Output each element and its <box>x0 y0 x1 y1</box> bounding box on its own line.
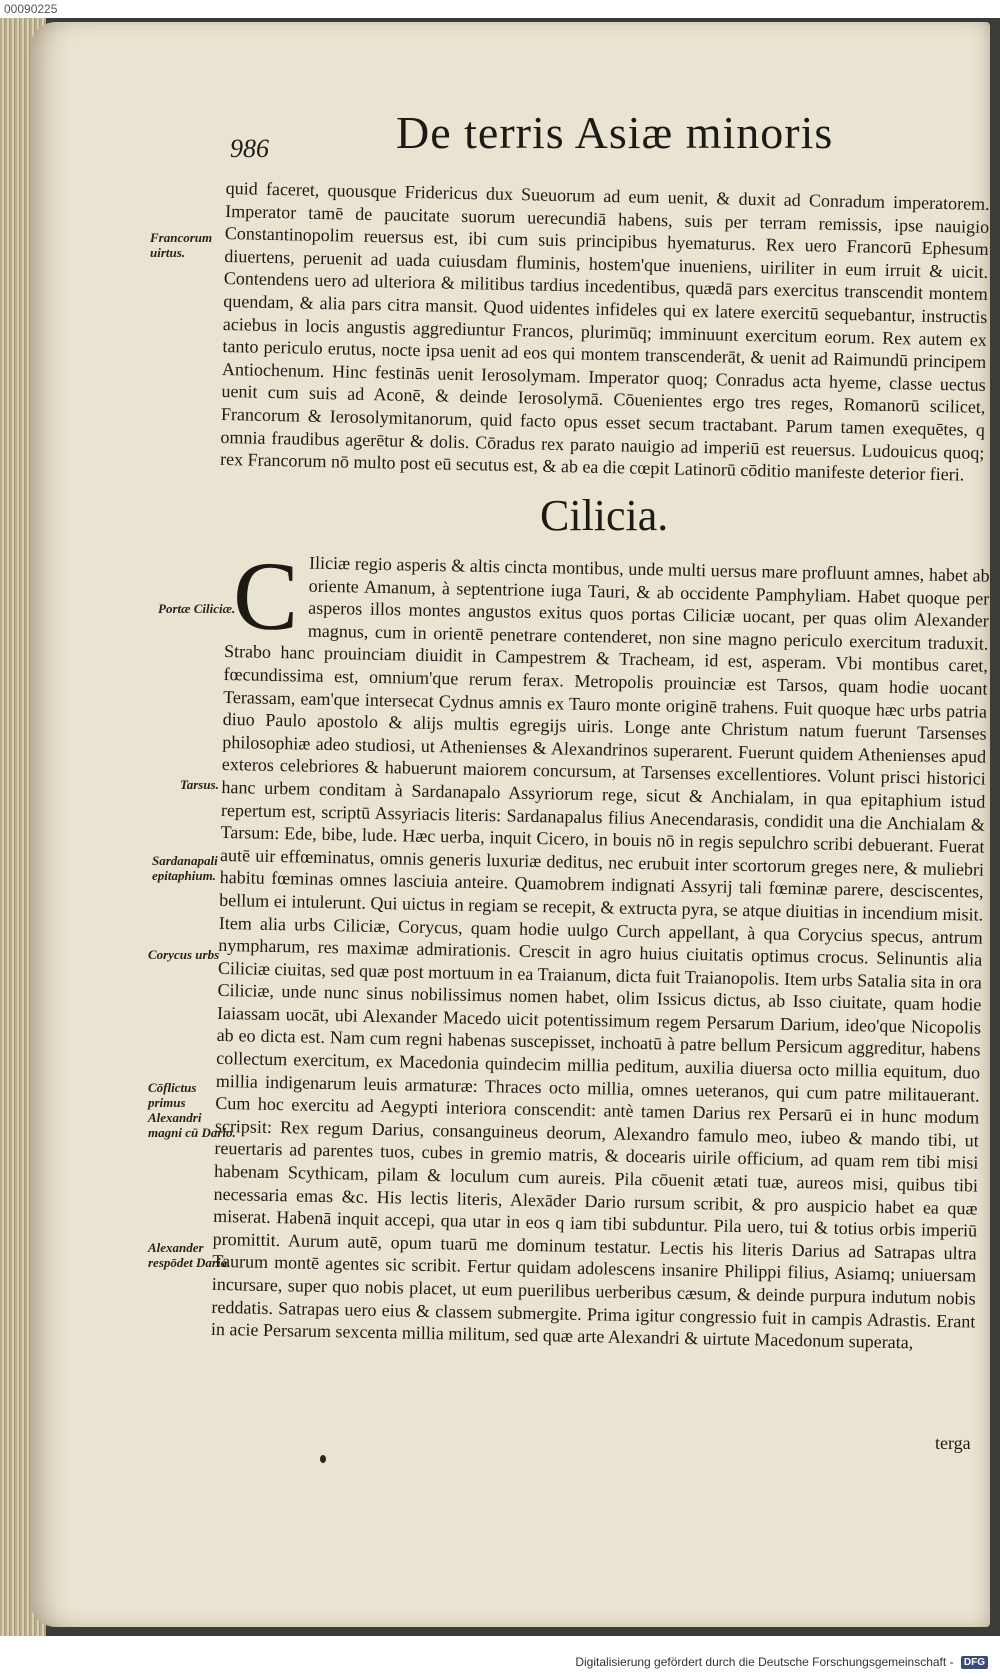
margin-note: Corycus urbs <box>148 947 220 962</box>
section-title: Cilicia. <box>540 491 669 540</box>
running-head: De terris Asiæ minoris <box>396 107 834 158</box>
margin-note: Tarsus. <box>180 777 219 792</box>
page-header <box>200 86 860 166</box>
catchword: terga <box>935 1433 971 1453</box>
margin-note: Sardanapali epitaphium. <box>152 853 218 883</box>
body-paragraph-1: quid faceret, quousque Fridericus dux Sueuorum ad eum uenit, & duxit ad Conradum imperatorem. Imperator tamē de paucitate suorum uerecundiā habens, suis per terram remissis, ipse nauigio Constantinopolim reuersus est, ibi cum suis principibus hyematurus. Rex uero Francorū Ephesum diuertens, peruenit ad uada cuiusdam fluminis, hostem'que inueniens, uiriliter in eum irruit & uicit. Contendens uero ad ulteriora & militibus tardius incedentibus, quædā pars exercitus transcendit montem quendam, & alia pars citra mansit. Quod uidentes infideles qui ex latere exercitū sequebantur, instructis aciebus in locis angustis aggrediuntur Francos, plurimūq; imminuunt exercitum eorum. Rex autem ex tanto periculo erutus, nocte ipsa uenit ad eos qui montem transcenderāt, & uenit ad Raimundū principem Antiochenum. Hinc festinās uenit Ierosolymam. Imperator quoq; Conradus acta hyeme, classe uectus uenit cum suis ad Aconē, & deinde Ierosolymā. Cōuenientes ergo tres reges, Romanorū scilicet, Francorum & Ierosolymitanorum, quid facto opus esset secum tractabant. Parum tamen exequētes, q omnia fraudibus agerētur & dolis. Cōradus rex parato nauigio ad imperiū est reuersus. Ludouicus quoq; rex Francorum nō multo post eū secutus est, & ab ea die cœpit Latinorū cōditio manifeste deterior fieri. <box>219 177 990 485</box>
body-paragraph-2 <box>210 542 990 1355</box>
margin-note: Cōflictus primus Alexandri magni cū Dario. <box>148 1080 236 1140</box>
page <box>30 22 990 1627</box>
footer-credit-text: Digitalisierung gefördert durch die Deutsche Forschungsgemeinschaft - <box>575 1655 954 1669</box>
dfg-logo-icon: DFG <box>961 1656 988 1669</box>
footer-credit <box>575 1655 988 1669</box>
margin-note: Portæ Ciliciæ. <box>158 601 236 616</box>
margin-note: Francorum uirtus. <box>150 230 213 260</box>
page-number: 986 <box>230 134 269 163</box>
paragraph-2-text: Iliciæ regio asperis & altis cincta montibus, unde multi uersus mare profluunt amnes, habet ab oriente Amanum, à septentrione iuga Tauri, & ab occidente Pamphyliam. Habet quoque per asperos illos montes angustos exitus quos portas Ciliciæ uocant, per quas olim Alexander magnus, cum in orientē penetrare contenderet, non sine magno periculo exercitum traduxit. Strabo hanc prouinciam diuidit in Campestrem & Tracheam, id est, asperam. Vbi montibus caret, fœcundissima est, omnium'que rerum ferax. Metropolis prouinciæ est Tarsos, quam hodie uocant Terassam, eam'que intersecat Cydnus amnis ex Tauro monte originē trahens. Fuit quoque hæc urbs patria diuo Paulo apostolo & alijs multis egregijs uiris. Longe ante Christum natum fuerunt Tarsenses philosophiæ adeo studiosi, ut Athenienses & Alexandrinos superarent. Fuerunt quidem Athenienses apud exteros celebriores & habuerunt maiorem concursum, at Tarsenses excellentiores. Volunt prisci historici hanc urbem conditam à Sardanapalo Assyriorum rege, sicut & Anchialam, in qua epitaphium istud repertum est, scriptū Assyriacis literis: Sardanapalus filius Anecendarasis, condidit una die Anchialam & Tarsum: Ede, bibe, lude. Hæc uerba, inquit Cicero, in bouis nō in regis sepulchro scribi debuerant. Fuerat autē uir effœminatus, omnis generis luxuriæ deditus, nec erubuit inter scortorum greges nere, & muliebri habitu fœminas omnes lasciuia anteire. Quamobrem indignati Assyrij tali fœminæ parere, desciscentes, bellum ei intulerunt. Qui uictus in regiam se recepit, & extructa pyra, se atque diuitias in incendium misit. Item alia urbs Ciliciæ, Corycus, quam hodie uulgo Curch appellant, à qua Corycius specus, antrum nympharum, res maximæ admirationis. Crescit in agro huius ciuitatis optimus crocus. Selinuntis alia Ciliciæ ciuitas, sed quæ post mortuum in ea Traianum, dicta fuit Traianopolis. Item urbs Satalia sita in ora Ciliciæ, unde nunc sinus nobilissimus nomen habet, olim Issicus dictus, ab Isso ciuitate, quam hodie Iaiassam uocāt, ubi Alexander Macedo uicit potentissimum regem Persarum Darium, ideo'que Nicopolis ab eo dicta est. Nam cum regni habenas suscepisset, inchoatū à patre bellum Persicum aggreditur, habens collectum exercitum, ex Macedonia quindecim millia peditum, auxilia diuersa octo millia equitum, duo millia indigenarum leuis armaturæ: Thraces octo millia, omnes ueteranos, qui cum patre militauerant. Cum hoc exercitu ad Aegypti interiora conscendit: antè tamen Darius rex Persarū ei in hunc modum scripsit: Rex regum Darius, consanguineus deorum, Alexandro famulo meo, iubeo & mando tibi, ut reuertaris ad parentes tuos, cubes in gremio matris, & docearis uirile officium, ad quam rem tibi misi habenam Scythicam, pilam & loculum cum aureis. Pila cōuenit ætati tuæ, aureos misi, quibus tibi necessaria emas &c. His lectis literis, Alexāder Dario rursum scribit, & pro auspicio habet ea quæ miserat. Habenā inquit accepi, qua utar in eos q iam tibi subduntur. Pila uero, tui & totius orbis imperiū promittit. Aurum autē, opum tuarū me dominum testatur. Lectis his literis Darius ad Satrapas ultra Taurum montē agentes sic scribit. Fertur quidam adolescens insanire Philippi filius, Asiamq; uniuersam incursare, super quo nobis placet, ut eum puerilibus uerberibus cæsum, & deinde purpura indutum nobis reddatis. Satrapas uero eius & classem submergite. Prima igitur congressio fuit in campis Adrastis. Erant in acie Persarum sexcenta millia militum, sed quæ arte Alexandri & uirtute Macedonum superata, <box>210 552 990 1353</box>
book-scan <box>0 18 1000 1636</box>
ink-spot <box>320 1455 326 1463</box>
margin-note: Alexander respōdet Dario. <box>148 1240 231 1270</box>
drop-cap: C <box>232 542 300 652</box>
scan-id: 00090225 <box>4 2 58 16</box>
